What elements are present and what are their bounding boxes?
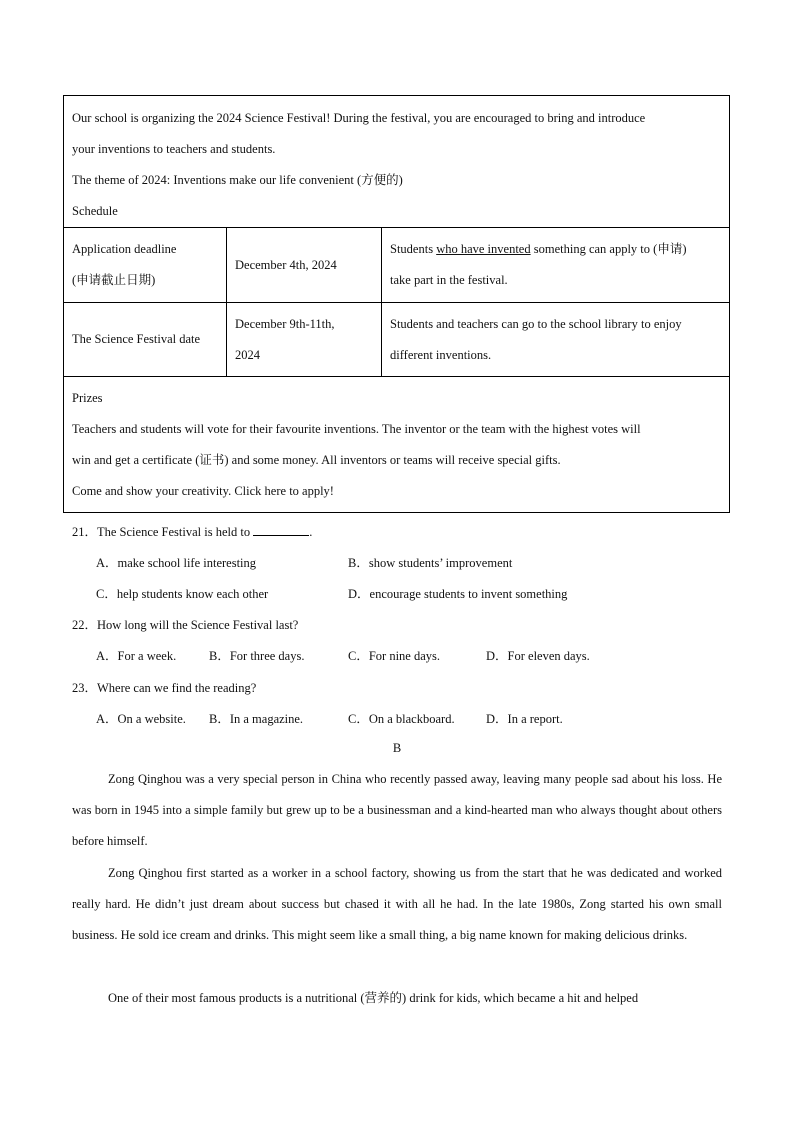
desc-text: something can apply to (申请)	[530, 242, 687, 256]
option-c: C．For nine days.	[348, 649, 441, 663]
question-stem: 21．The Science Festival is held to	[72, 525, 251, 539]
schedule-date-cell	[227, 228, 382, 302]
prizes-section	[64, 377, 729, 512]
option-b: B．For three days.	[209, 649, 305, 663]
schedule-row-application	[64, 228, 729, 303]
closing-line: Come and show your creativity. Click here to apply!	[72, 484, 334, 498]
label-text: The Science Festival date	[72, 332, 201, 346]
paragraph-text: Zong Qinghou was a very special person in China who recently passed away, leaving many people sad about his loss. He was born in 1945 into a simple family but grew up to be a businessman and a kind-hearted man who always thought about others before himself.	[72, 772, 722, 849]
paragraph-text: One of their most famous products is a nutritional (营养的) drink for kids, which became a hit and helped	[108, 991, 639, 1005]
question-23	[72, 678, 732, 696]
science-festival-notice	[63, 95, 730, 513]
prizes-label: Prizes	[72, 391, 103, 405]
passage-paragraph	[72, 764, 722, 858]
label-line: (申请截止日期)	[72, 273, 156, 287]
question-22	[72, 615, 732, 633]
passage-paragraph	[72, 858, 722, 952]
desc-line: take part in the festival.	[390, 273, 508, 287]
option-a: A．On a website.	[96, 712, 186, 726]
answer-blank	[253, 523, 309, 536]
theme-line: The theme of 2024: Inventions make our life convenient (方便的)	[72, 173, 403, 187]
date-line: December 9th-11th,	[235, 316, 335, 331]
schedule-label-cell	[64, 228, 227, 302]
desc-line: Students and teachers can go to the school library to enjoy	[390, 316, 682, 331]
desc-line	[390, 234, 721, 265]
notice-intro	[64, 96, 729, 228]
option-a: A．make school life interesting	[96, 556, 257, 570]
schedule-label-cell	[64, 303, 227, 376]
passage-paragraph	[72, 983, 722, 1014]
desc-text: Students	[390, 242, 437, 256]
option-c: C．help students know each other	[96, 587, 269, 601]
option-b: B．show students’ improvement	[348, 556, 513, 570]
date-line: 2024	[235, 347, 260, 362]
schedule-desc-cell	[382, 228, 729, 302]
schedule-desc-cell	[382, 303, 729, 376]
desc-line: different inventions.	[390, 347, 492, 362]
question-stem: 23．Where can we find the reading?	[72, 681, 257, 695]
option-a: A．For a week.	[96, 649, 177, 663]
stem-end: .	[309, 525, 313, 539]
prizes-line: Teachers and students will vote for their favourite inventions. The inventor or the team with the highest votes will	[72, 422, 641, 436]
option-b: B．In a magazine.	[209, 712, 304, 726]
prizes-line: win and get a certificate (证书) and some money. All inventors or teams will receive special gifts.	[72, 453, 561, 467]
schedule-label: Schedule	[72, 204, 118, 218]
paragraph-text: Zong Qinghou first started as a worker in a school factory, showing us from the start that he was dedicated and worked really hard. He didn’t just dream about success but chased it with all he had. In the late 1980s, Zong started his own small business. He sold ice cream and drinks. This might seem like a small thing, a big name known for making delicious drinks.	[72, 866, 722, 943]
label-line: Application deadline	[72, 242, 177, 256]
question-stem: 22．How long will the Science Festival last?	[72, 618, 299, 632]
option-d: D．For eleven days.	[486, 649, 590, 663]
underlined-phrase: who have invented	[436, 242, 531, 256]
intro-line: Our school is organizing the 2024 Science Festival! During the festival, you are encouraged to bring and introduce	[72, 111, 646, 125]
option-d: D．encourage students to invent something	[348, 587, 568, 601]
question-21	[72, 522, 732, 540]
schedule-date-cell	[227, 303, 382, 376]
schedule-row-festival	[64, 303, 729, 377]
section-heading-b: B	[392, 741, 402, 755]
option-d: D．In a report.	[486, 712, 563, 726]
option-c: C．On a blackboard.	[348, 712, 455, 726]
date-text: December 4th, 2024	[235, 257, 337, 272]
intro-line: your inventions to teachers and students.	[72, 142, 276, 156]
